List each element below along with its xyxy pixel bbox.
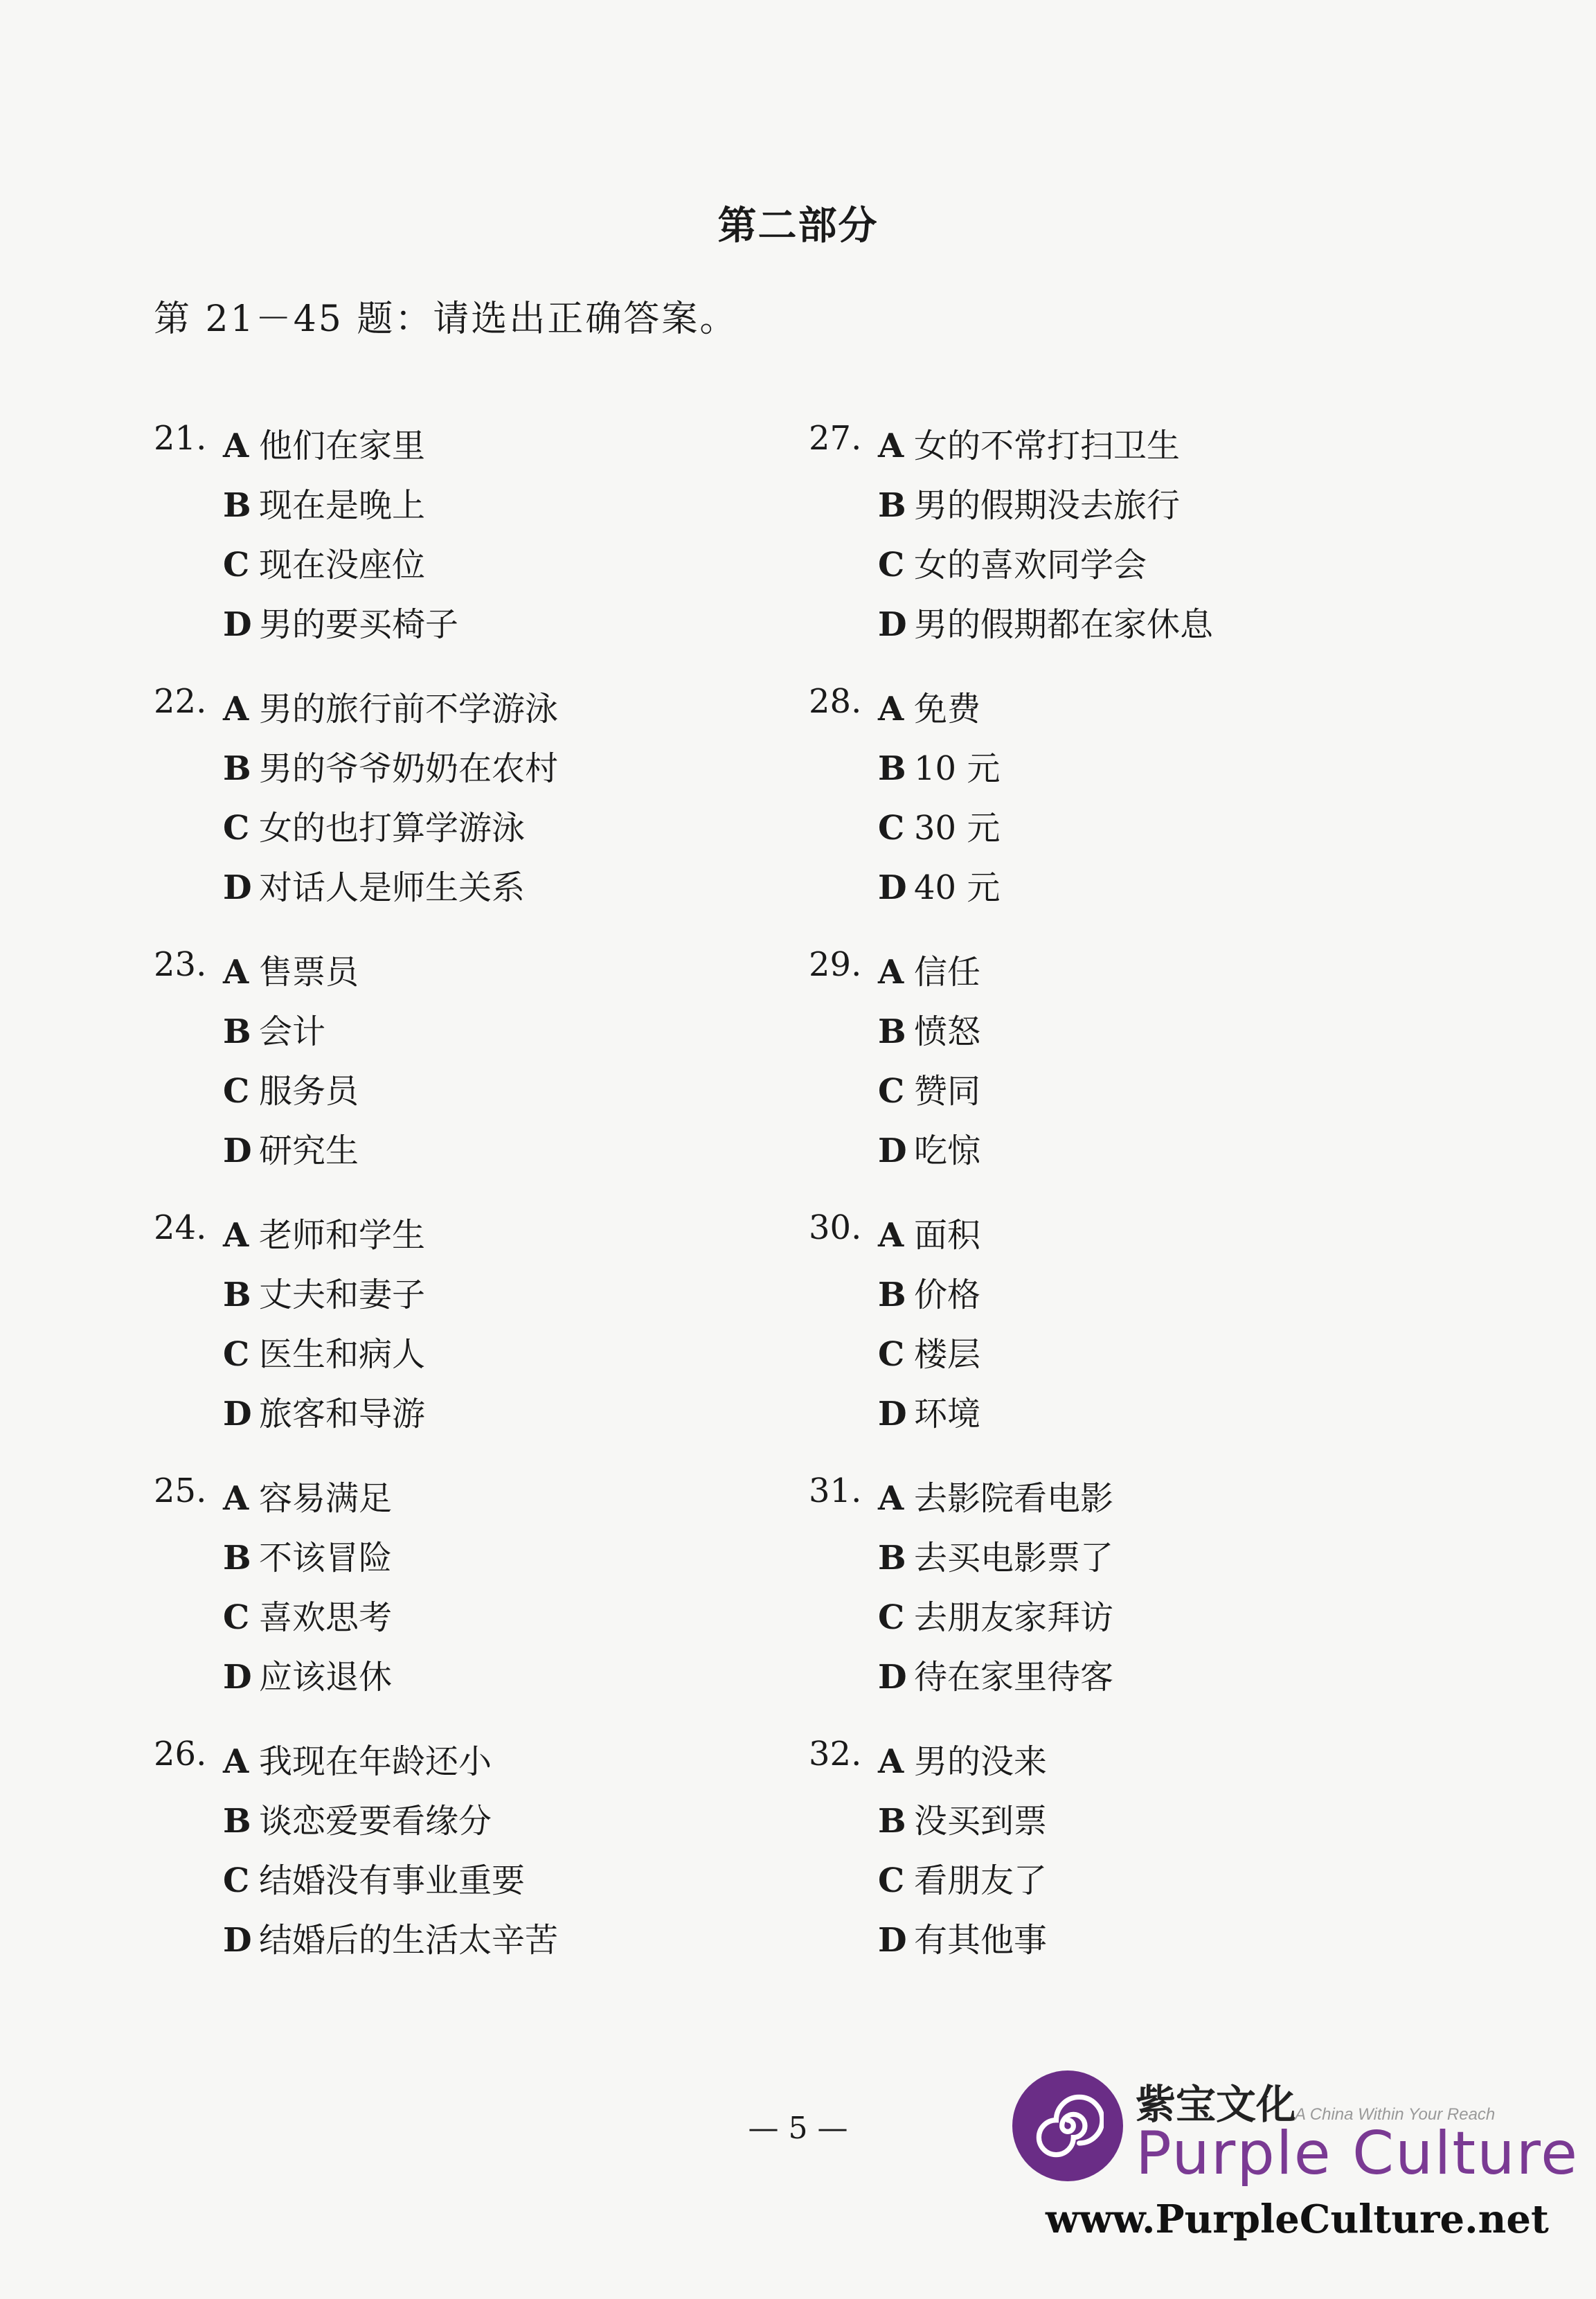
option-letter: D [223, 1131, 252, 1170]
answer-option [878, 478, 1180, 526]
option-letter: A [878, 953, 904, 992]
option-letter: A [223, 1479, 249, 1518]
option-letter: B [223, 1539, 251, 1577]
answer-option [878, 1208, 980, 1256]
answer-option [223, 1794, 492, 1842]
option-letter: D [223, 1921, 252, 1960]
section-title: 第二部分 [717, 203, 879, 249]
answer-option [223, 1387, 425, 1435]
question-number: 24. [154, 1208, 207, 1247]
option-letter: C [878, 1335, 905, 1374]
option-text: 男的爷爷奶奶在农村 [259, 749, 559, 788]
answer-option [878, 598, 1213, 645]
answer-option [878, 1854, 1047, 1902]
option-text: 40 元 [914, 868, 1001, 907]
answer-option [878, 1268, 980, 1316]
answer-option [878, 682, 980, 730]
option-letter: C [878, 1598, 905, 1637]
option-text: 老师和学生 [259, 1216, 426, 1255]
option-letter: C [223, 809, 250, 848]
option-letter: A [878, 690, 904, 728]
option-text: 免费 [914, 690, 981, 728]
option-letter: A [878, 1216, 904, 1255]
option-text: 他们在家里 [259, 427, 426, 465]
option-text: 售票员 [259, 953, 359, 992]
option-letter: A [878, 427, 904, 465]
option-letter: D [878, 1395, 907, 1433]
option-text: 现在没座位 [259, 546, 426, 584]
answer-option [878, 1005, 980, 1053]
option-text: 结婚后的生活太辛苦 [259, 1921, 559, 1960]
question-number: 31. [809, 1471, 862, 1510]
question-number: 28. [809, 682, 862, 721]
answer-option [878, 419, 1180, 467]
option-letter: A [223, 953, 249, 992]
option-text: 男的旅行前不学游泳 [259, 690, 559, 728]
option-text: 吃惊 [914, 1131, 981, 1170]
option-letter: B [878, 486, 906, 525]
option-letter: B [878, 749, 906, 788]
answer-option [878, 1064, 980, 1112]
option-text: 面积 [914, 1216, 981, 1255]
option-letter: D [223, 868, 252, 907]
option-letter: D [878, 868, 907, 907]
option-text: 看朋友了 [914, 1861, 1048, 1900]
option-letter: A [223, 690, 249, 728]
answer-option [878, 1591, 1113, 1638]
option-text: 赞同 [914, 1072, 981, 1111]
option-text: 有其他事 [914, 1921, 1048, 1960]
answer-option [223, 1735, 492, 1782]
option-letter: B [878, 1539, 906, 1577]
question-number: 25. [154, 1471, 207, 1510]
option-letter: C [223, 1335, 250, 1374]
option-letter: C [223, 1861, 250, 1900]
spiral-icon [1032, 2090, 1104, 2162]
option-text: 10 元 [914, 749, 1001, 788]
answer-option [223, 478, 425, 526]
answer-option [223, 1005, 325, 1053]
option-text: 旅客和导游 [259, 1395, 426, 1433]
option-letter: A [223, 427, 249, 465]
option-text: 没买到票 [914, 1802, 1048, 1841]
watermark-tagline: A China Within Your Reach [1295, 2105, 1496, 2124]
option-text: 去朋友家拜访 [914, 1598, 1114, 1637]
option-text: 男的没来 [914, 1742, 1048, 1781]
question-number: 26. [154, 1735, 207, 1773]
option-letter: B [223, 1276, 251, 1314]
answer-option [878, 1531, 1113, 1579]
answer-option [878, 1471, 1113, 1519]
option-text: 结婚没有事业重要 [259, 1861, 526, 1900]
option-letter: C [223, 1598, 250, 1637]
answer-option [878, 1794, 1047, 1842]
option-letter: A [223, 1742, 249, 1781]
option-text: 待在家里待客 [914, 1658, 1114, 1697]
answer-option [223, 1650, 392, 1698]
option-letter: B [878, 1012, 906, 1051]
answer-option [878, 945, 980, 993]
option-text: 去影院看电影 [914, 1479, 1114, 1518]
answer-option [223, 801, 525, 849]
option-letter: D [223, 1658, 252, 1697]
answer-option [878, 1735, 1047, 1782]
option-letter: A [223, 1216, 249, 1255]
option-text: 喜欢思考 [259, 1598, 393, 1637]
option-letter: A [878, 1742, 904, 1781]
option-letter: D [223, 605, 252, 644]
answer-option [223, 1913, 558, 1961]
question-number: 27. [809, 419, 862, 458]
option-letter: B [223, 749, 251, 788]
answer-option [878, 1327, 980, 1375]
answer-option [878, 538, 1147, 586]
question-number: 21. [154, 419, 207, 458]
answer-option [223, 1327, 425, 1375]
option-text: 服务员 [259, 1072, 359, 1111]
question-number: 23. [154, 945, 207, 984]
option-text: 男的假期没去旅行 [914, 486, 1181, 525]
option-text: 谈恋爱要看缘分 [259, 1802, 492, 1841]
answer-option [223, 598, 458, 645]
option-letter: D [878, 1658, 907, 1697]
option-text: 价格 [914, 1276, 981, 1314]
answer-option [878, 1650, 1113, 1698]
option-letter: B [223, 1802, 251, 1841]
option-text: 丈夫和妻子 [259, 1276, 426, 1314]
option-letter: D [878, 1131, 907, 1170]
answer-option [223, 682, 558, 730]
option-text: 现在是晚上 [259, 486, 426, 525]
answer-option [878, 1913, 1047, 1961]
watermark-brand-en: Purple Culture [1136, 2119, 1579, 2188]
answer-option [223, 419, 425, 467]
question-number: 30. [809, 1208, 862, 1247]
option-text: 容易满足 [259, 1479, 393, 1518]
option-letter: B [878, 1276, 906, 1314]
option-text: 应该退休 [259, 1658, 393, 1697]
option-text: 楼层 [914, 1335, 981, 1374]
option-text: 研究生 [259, 1131, 359, 1170]
option-letter: C [878, 1861, 905, 1900]
option-letter: A [878, 1479, 904, 1518]
option-text: 对话人是师生关系 [259, 868, 526, 907]
option-letter: B [223, 1012, 251, 1051]
answer-option [223, 1591, 392, 1638]
option-text: 医生和病人 [259, 1335, 426, 1374]
watermark-brand-cn: 紫宝文化 [1136, 2081, 1297, 2128]
question-number: 29. [809, 945, 862, 984]
option-text: 男的要买椅子 [259, 605, 459, 644]
answer-option [223, 1854, 525, 1902]
answer-option [223, 861, 525, 909]
option-letter: C [878, 546, 905, 584]
option-text: 女的也打算学游泳 [259, 809, 526, 848]
option-letter: C [223, 1072, 250, 1111]
option-text: 环境 [914, 1395, 981, 1433]
option-letter: D [223, 1395, 252, 1433]
question-number: 22. [154, 682, 207, 721]
option-text: 女的不常打扫卫生 [914, 427, 1181, 465]
option-letter: C [878, 809, 905, 848]
instruction-text: 第 21－45 题：请选出正确答案。 [154, 298, 738, 340]
answer-option [223, 945, 359, 993]
answer-option [878, 1387, 980, 1435]
answer-option [223, 1471, 392, 1519]
question-number: 32. [809, 1735, 862, 1773]
option-text: 会计 [259, 1012, 326, 1051]
option-letter: B [878, 1802, 906, 1841]
answer-option [223, 1208, 425, 1256]
option-letter: B [223, 486, 251, 525]
answer-option [223, 538, 425, 586]
option-text: 愤怒 [914, 1012, 981, 1051]
option-letter: C [878, 1072, 905, 1111]
option-letter: C [223, 546, 250, 584]
option-text: 不该冒险 [259, 1539, 393, 1577]
answer-option [878, 742, 1000, 789]
option-text: 去买电影票了 [914, 1539, 1114, 1577]
option-text: 女的喜欢同学会 [914, 546, 1147, 584]
page-number: — 5 — [748, 2111, 848, 2146]
answer-option [223, 1064, 359, 1112]
watermark-url: www.PurpleCulture.net [1046, 2197, 1549, 2242]
option-text: 男的假期都在家休息 [914, 605, 1214, 644]
answer-option [878, 1124, 980, 1172]
answer-option [223, 742, 558, 789]
answer-option [223, 1268, 425, 1316]
option-text: 我现在年龄还小 [259, 1742, 492, 1781]
answer-option [223, 1531, 392, 1579]
option-text: 30 元 [914, 809, 1001, 848]
option-letter: D [878, 605, 907, 644]
answer-option [223, 1124, 359, 1172]
answer-option [878, 861, 1000, 909]
answer-option [878, 801, 1000, 849]
option-text: 信任 [914, 953, 981, 992]
option-letter: D [878, 1921, 907, 1960]
